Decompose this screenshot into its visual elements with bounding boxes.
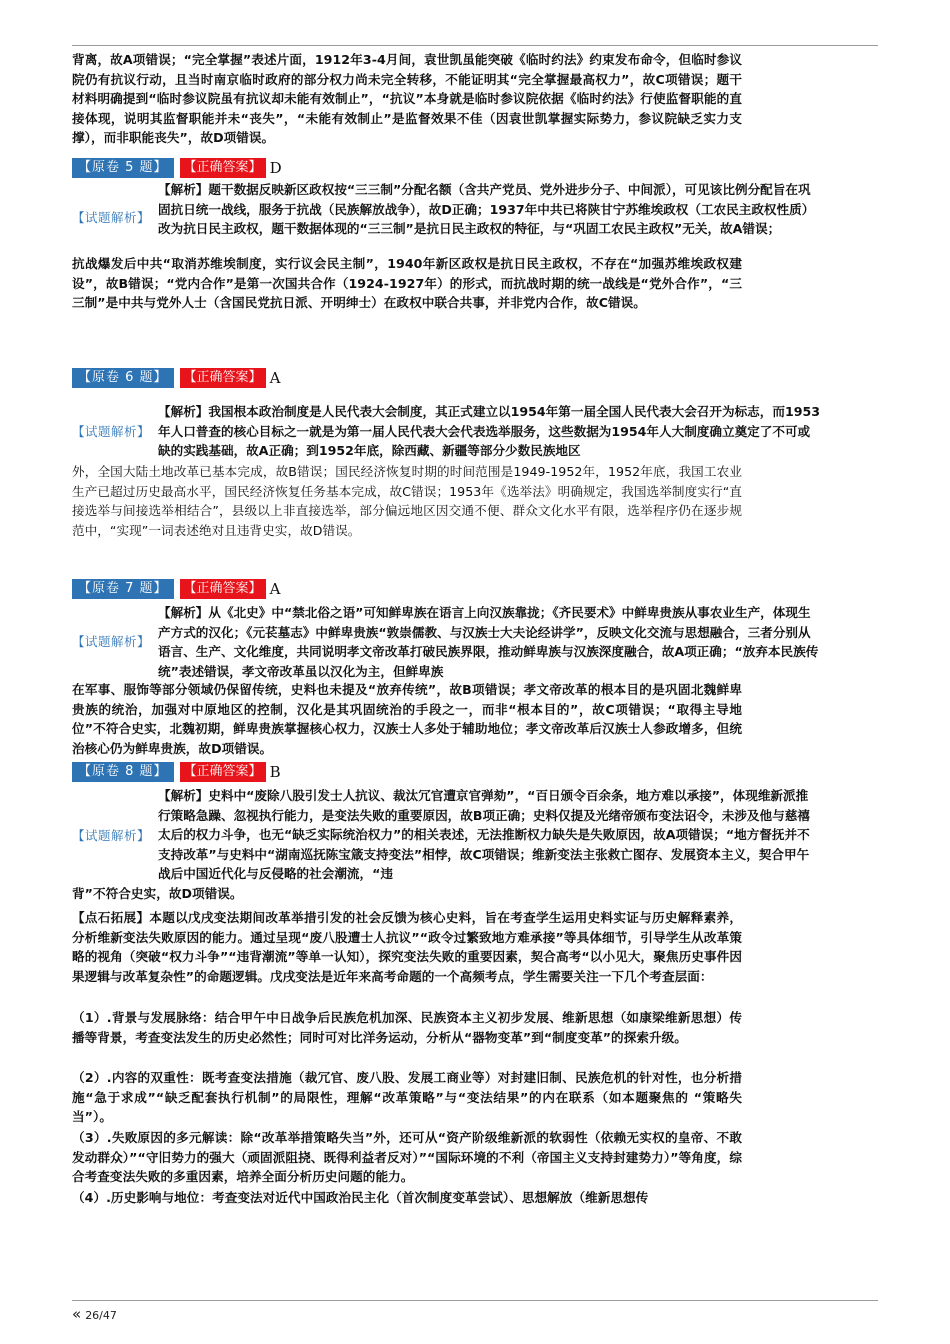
q6-header <box>72 368 280 388</box>
extension-item: （1）.背景与发展脉络：结合甲午中日战争后民族危机加深、民族资本主义初步发展、维新思想（如康梁维新思想）传播等背景，考查变法发生的历史必然性；同时可对比洋务运动，分析从“器物变革”到“制度变革”的探索升级。 <box>72 1010 742 1045</box>
q5-title: 【原卷 5 题】 <box>72 158 174 178</box>
q8-analysis-head: 【解析】史料中“废除八股引发士人抗议、裁汰冗官遭京官弹劾”，“百日颁令百余条，地方难以承接”，体现维新派推行策略急躁、忽视执行能力，是变法失败的重要原因，故B项正确；史料仅提及光绪帝颁布变法诏令，未涉及他与慈禧太后的权力斗争，也无“缺乏实际统治权力”的相关表述，无法推断权力缺失是失败原因，故A项错误；“地方督抚并不支持改革”与史料中“湖南巡抚陈宝箴支持变法”相悖，故C项错误；维新变法主张救亡图存、发展资本主义，契合甲午战后中国近代化与反侵略的社会潮流，“违 <box>158 788 810 882</box>
double-chevron-left-icon[interactable]: « <box>72 1305 82 1323</box>
answer-label: 【正确答案】 <box>180 368 266 388</box>
answer-label: 【正确答案】 <box>180 158 266 178</box>
q7-header <box>72 579 280 599</box>
page-footer <box>72 1305 117 1323</box>
analysis-tag: 【试题解析】 <box>72 828 151 843</box>
q6-title: 【原卷 6 题】 <box>72 368 174 388</box>
answer-label: 【正确答案】 <box>180 762 266 782</box>
q5-analysis-head: 【解析】题干数据反映新区政权按“三三制”分配名额（含共产党员、党外进步分子、中间派），可见该比例分配旨在巩固抗日统一战线，服务于抗战（民族解放战争），故D正确；1937年中共已将陕甘宁苏维埃政权（工农民主政权性质）改为抗日民主政权，题干数据体现的“三三制”是抗日民主政权的特征，与“巩固工农民主政权”无关，故A错误； <box>158 182 815 237</box>
q5-header <box>72 158 282 178</box>
q6-analysis-head: 【解析】我国根本政治制度是人民代表大会制度，其正式建立以1954年第一届全国人民代表大会召开为标志，而1953年人口普查的核心目标之一就是为第一届人民代表大会代表选举服务，这些数据为1954年人大制度确立奠定了不可或缺的实践基础，故A正确；到1952年底，除西藏、新疆等部分少数民族地区 <box>158 404 821 459</box>
analysis-tag: 【试题解析】 <box>72 424 151 439</box>
q7-answer: A <box>269 580 281 598</box>
q8-analysis-tail: 背”不符合史实，故D项错误。 <box>72 886 243 901</box>
footer-rule <box>72 1300 878 1301</box>
answer-label: 【正确答案】 <box>180 579 266 599</box>
extension-intro: 【点石拓展】本题以戊戌变法期间改革举措引发的社会反馈为核心史料，旨在考查学生运用史料实证与历史解释素养，分析维新变法失败原因的能力。通过呈现“废八股遭士人抗议”“政令过繁致地方难承接”等具体细节，引导学生从改革策略的视角（突破“权力斗争”“违背潮流”等单一认知），探究变法失败的重要因素，契合高考“以小见大，聚焦历史事件因果逻辑与改革复杂性”的命题逻辑。戊戌变法是近年来高考命题的一个高频考点，学生需要关注一下几个考查层面： <box>72 910 742 984</box>
q8-header <box>72 762 281 782</box>
page-number: 26/47 <box>85 1309 117 1322</box>
q7-title: 【原卷 7 题】 <box>72 579 174 599</box>
q7-analysis-head: 【解析】从《北史》中“禁北俗之语”可知鲜卑族在语言上向汉族靠拢；《齐民要术》中鲜卑贵族从事农业生产，体现生产方式的汉化；《元苌墓志》中鲜卑贵族“敦崇儒教、与汉族士大夫论经讲学”，反映文化交流与思想融合，三者分别从语言、生产、文化维度，共同说明孝文帝改革打破民族界限，推动鲜卑族与汉族深度融合，故A项正确；“放弃本民族传统”表述错误，孝文帝改革虽以汉化为主，但鲜卑族 <box>158 605 819 679</box>
extension-item: （4）.历史影响与地位：考查变法对近代中国政治民主化（首次制度变革尝试）、思想解放（维新思想传 <box>72 1190 649 1205</box>
q6-analysis-tail: 外，全国大陆土地改革已基本完成，故B错误；国民经济恢复时期的时间范围是1949-1952年，1952年底，我国工农业生产已超过历史最高水平，国民经济恢复任务基本完成，故C错误；1953年《选举法》明确规定，我国选举制度实行“直接选举与间接选举相结合”，县级以上非直接选举，部分偏远地区因交通不便、群众文化水平有限，选举程序仍在逐步规范中，“实现”一词表述绝对且违背史实，故D错误。 <box>72 464 742 538</box>
extension-item: （3）.失败原因的多元解读：除“改革举措策略失当”外，还可从“资产阶级维新派的软弱性（依赖无实权的皇帝、不敢发动群众）”“守旧势力的强大（顽固派阻挠、既得利益者反对）”“国际环境的不利（帝国主义支持封建势力）”等角度，综合考查变法失败的多重因素，培养全面分析历史问题的能力。 <box>72 1130 742 1185</box>
analysis-tag: 【试题解析】 <box>72 634 151 649</box>
q4-analysis-tail: 背离，故A项错误；“完全掌握”表述片面，1912年3-4月间，袁世凯虽能突破《临时约法》约束发布命令，但临时参议院仍有抗议行动，且当时南京临时政府的部分权力尚未完全转移，不能证明其“完全掌握最高权力”，故C项错误；题干材料明确提到“临时参议院虽有抗议却未能有效制止”，“抗议”本身就是临时参议院依据《临时约法》行使监督职能的直接体现，说明其监督职能并未“丧失”，“未能有效制止”是监督效果不佳（因袁世凯掌握实际势力，参议院缺乏实力支撑），而非职能丧失”，故D项错误。 <box>72 52 742 146</box>
q6-answer: A <box>269 369 281 387</box>
extension-item: （2）.内容的双重性：既考查变法措施（裁冗官、废八股、发展工商业等）对封建旧制、民族危机的针对性，也分析措施“急于求成”“缺乏配套执行机制”的局限性，理解“改革策略”与“变法结果”的内在联系（如本题聚焦的 “策略失当”）。 <box>72 1070 742 1125</box>
q8-title: 【原卷 8 题】 <box>72 762 174 782</box>
q5-analysis-tail: 抗战爆发后中共“取消苏维埃制度，实行议会民主制”，1940年新区政权是抗日民主政权，不存在“加强苏维埃政权建设”，故B错误；“党内合作”是第一次国共合作（1924-1927年）的形式，而抗战时期的统一战线是“党外合作”，“三三制”是中共与党外人士（含国民党抗日派、开明绅士）在政权中联合共事，并非党内合作，故C错误。 <box>72 256 742 311</box>
q7-analysis-tail: 在军事、服饰等部分领域仍保留传统，史料也未提及“放弃传统”，故B项错误；孝文帝改革的根本目的是巩固北魏鲜卑贵族的统治，加强对中原地区的控制，汉化是其巩固统治的手段之一，而非“根本目的”，故C项错误；“取得主导地位”不符合史实，北魏初期，鲜卑贵族掌握核心权力，汉族士人多处于辅助地位；孝文帝改革后汉族士人参政增多，但统治核心仍为鲜卑贵族，故D项错误。 <box>72 682 742 756</box>
q8-answer: B <box>269 763 281 781</box>
q5-answer: D <box>269 159 282 177</box>
analysis-tag: 【试题解析】 <box>72 210 151 225</box>
header-rule <box>72 45 878 46</box>
